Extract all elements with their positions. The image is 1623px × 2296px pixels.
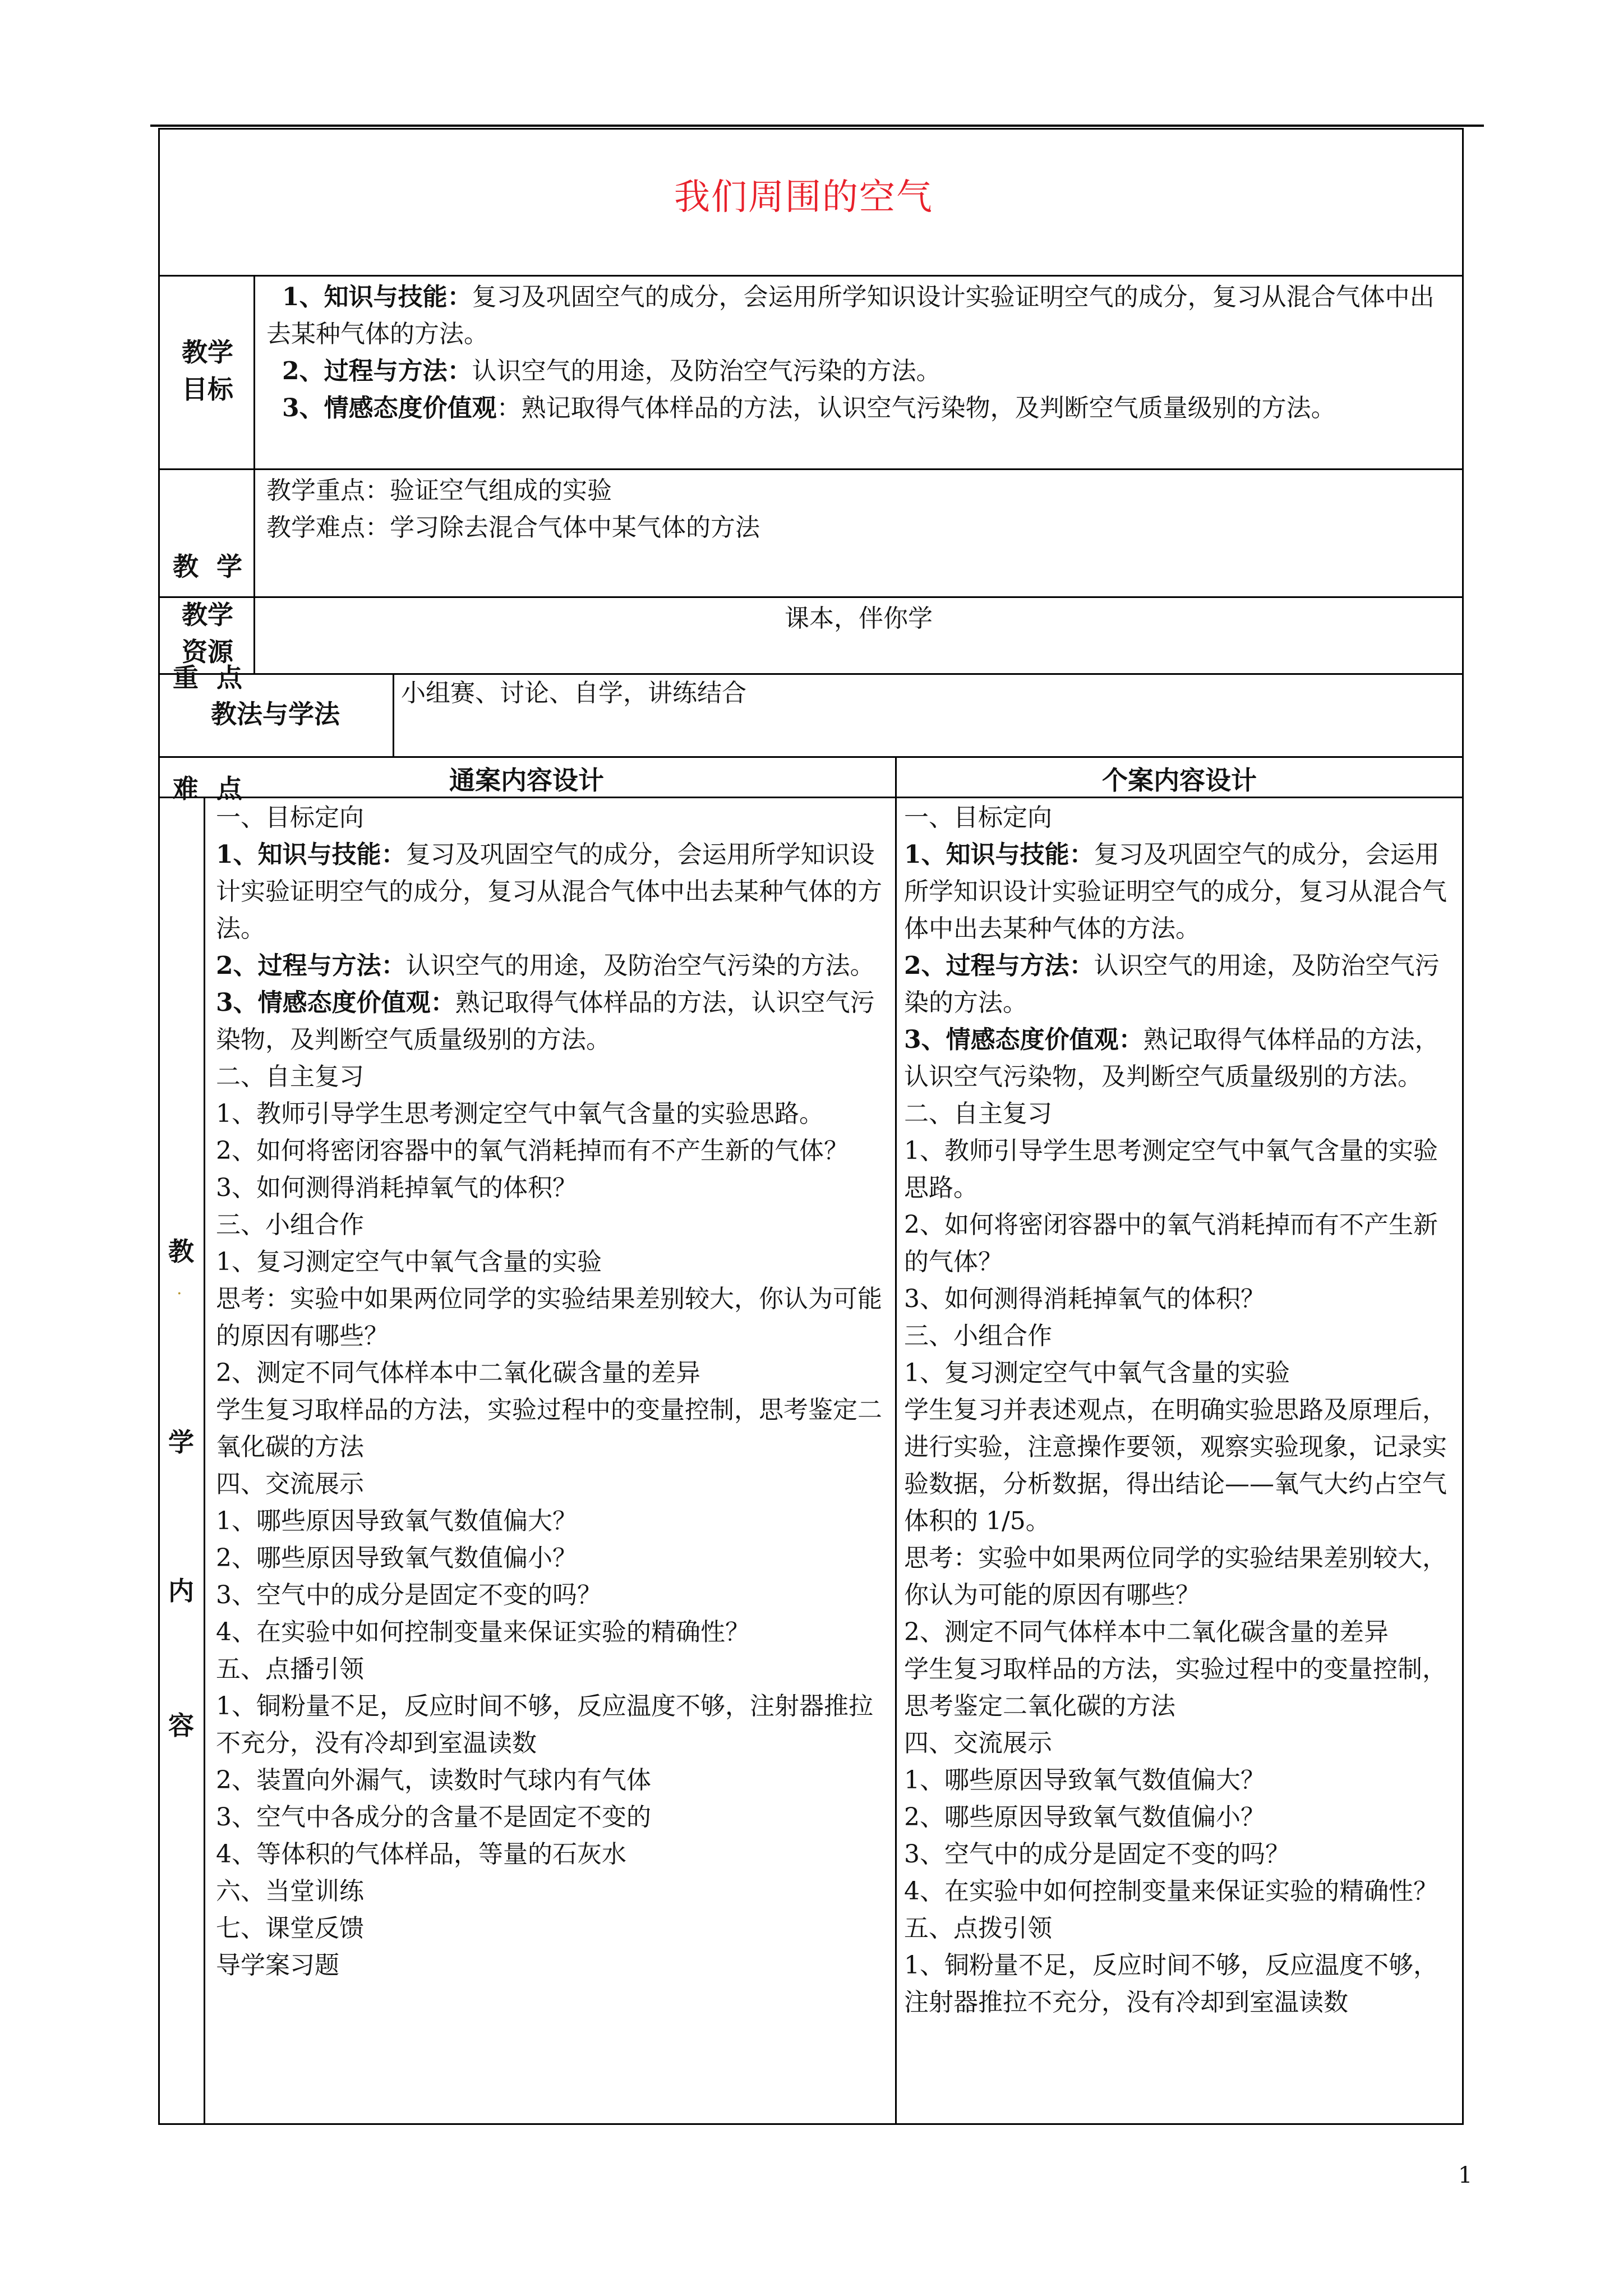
content-line: 3、如何测得消耗掉氧气的体积？ bbox=[904, 1285, 1265, 1313]
content-line: 1、教师引导学生思考测定空气中氧气含量的实验思路。 bbox=[216, 1099, 824, 1128]
common-content bbox=[216, 799, 883, 1984]
column-divider bbox=[393, 673, 394, 756]
content-line: 2、如何将密闭容器中的氧气消耗掉而有不产生新的气体？ bbox=[904, 1211, 1438, 1276]
objectives-content: 1、知识与技能：复习及巩固空气的成分，会运用所学知识设计实验证明空气的成分，复习从混合气体中出去某种气体的方法。 2、过程与方法：认识空气的用途，及防治空气污染的方法。 3、情感态度价值观：熟记取得气体样品的方法，认识空气污染物，及判断空气质量级别的方法。 bbox=[266, 283, 1435, 422]
key-point: 教学重点：验证空气组成的实验 bbox=[266, 476, 612, 505]
page-title: 我们周围的空气 bbox=[674, 177, 933, 218]
content-line: 1、知识与技能：复习及巩固空气的成分，会运用所学知识设计实验证明空气的成分，复习从混合气体中出去某种气体的方法。 bbox=[216, 840, 882, 943]
column-divider bbox=[895, 756, 897, 2125]
content-line: 学生复习取样品的方法，实验过程中的变量控制，思考鉴定二氧化碳的方法 bbox=[904, 1655, 1447, 1720]
objectives-label: 教学 目标 bbox=[182, 337, 233, 404]
content-line: 五、点播引领 bbox=[216, 1655, 364, 1683]
row-divider bbox=[158, 468, 1464, 470]
content-line: 4、等体积的气体样品，等量的石灰水 bbox=[216, 1840, 626, 1869]
content-line: 1、铜粉量不足，反应时间不够，反应温度不够，注射器推拉不充分，没有冷却到室温读数 bbox=[904, 1951, 1438, 2017]
content-line: 思考：实验中如果两位同学的实验结果差别较大，你认为可能的原因有哪些？ bbox=[904, 1544, 1447, 1609]
content-line: 六、当堂训练 bbox=[216, 1877, 364, 1906]
column-divider bbox=[204, 797, 205, 2125]
row-divider bbox=[158, 756, 1464, 758]
content-line: 3、空气中各成分的含量不是固定不变的 bbox=[216, 1803, 651, 1832]
content-line: 思考：实验中如果两位同学的实验结果差别较大，你认为可能的原因有哪些？ bbox=[216, 1285, 882, 1350]
content-line: 1、复习测定空气中氧气含量的实验 bbox=[216, 1248, 602, 1276]
content-line: 4、在实验中如何控制变量来保证实验的精确性？ bbox=[216, 1618, 750, 1646]
content-line: 2、测定不同气体样本中二氧化碳含量的差异 bbox=[216, 1359, 700, 1387]
methods-label: 教法与学法 bbox=[211, 699, 340, 729]
content-line: 4、在实验中如何控制变量来保证实验的精确性？ bbox=[904, 1877, 1438, 1906]
content-line: 七、课堂反馈 bbox=[216, 1914, 364, 1943]
resources-label: 教学 资源 bbox=[182, 600, 233, 667]
content-line: 3、空气中的成分是固定不变的吗？ bbox=[904, 1840, 1290, 1869]
content-line: 3、情感态度价值观：熟记取得气体样品的方法，认识空气污染物，及判断空气质量级别的方法。 bbox=[904, 1025, 1440, 1091]
key-points-content bbox=[266, 472, 1450, 546]
content-line: 一、目标定向 bbox=[216, 803, 364, 832]
content-line: 五、点拨引领 bbox=[904, 1914, 1052, 1943]
content-line: 3、如何测得消耗掉氧气的体积？ bbox=[216, 1174, 577, 1202]
ink-dot: . bbox=[177, 1279, 182, 1299]
side-label-3: 内 bbox=[168, 1576, 194, 1606]
row-divider bbox=[158, 275, 1464, 277]
content-line: 1、知识与技能：复习及巩固空气的成分，会运用所学知识设计实验证明空气的成分，复习从混合气体中出去某种气体的方法。 bbox=[904, 840, 1447, 943]
content-line: 1、复习测定空气中氧气含量的实验 bbox=[904, 1359, 1290, 1387]
content-line: 2、过程与方法：认识空气的用途，及防治空气污染的方法。 bbox=[904, 951, 1440, 1017]
key-points-label: 教 学 重 点 难 点 bbox=[172, 551, 243, 804]
content-line: 三、小组合作 bbox=[904, 1322, 1052, 1350]
page-number: 1 bbox=[1458, 2162, 1473, 2188]
content-line: 2、如何将密闭容器中的氧气消耗掉而有不产生新的气体？ bbox=[216, 1137, 849, 1165]
methods-value: 小组赛、讨论、自学，讲练结合 bbox=[401, 679, 746, 707]
content-line: 学生复习并表述观点，在明确实验思路及原理后，进行实验，注意操作要领，观察实验现象，记录实验数据，分析数据，得出结论——氧气大约占空气体积的 1/5。 bbox=[904, 1396, 1447, 1535]
content-line: 1、哪些原因导致氧气数值偏大？ bbox=[216, 1507, 577, 1535]
content-line: 2、测定不同气体样本中二氧化碳含量的差异 bbox=[904, 1618, 1389, 1646]
individual-design-header: 个案内容设计 bbox=[1102, 765, 1257, 795]
content-line: 2、哪些原因导致氧气数值偏小？ bbox=[216, 1544, 577, 1572]
header-rule bbox=[150, 125, 1484, 127]
content-line: 三、小组合作 bbox=[216, 1211, 364, 1239]
content-line: 四、交流展示 bbox=[216, 1470, 364, 1498]
resources-value: 课本，伴你学 bbox=[785, 604, 933, 633]
content-line: 3、情感态度价值观：熟记取得气体样品的方法，认识空气污染物，及判断空气质量级别的方法。 bbox=[216, 988, 875, 1054]
content-line: 1、铜粉量不足，反应时间不够，反应温度不够，注射器推拉不充分，没有冷却到室温读数 bbox=[216, 1692, 873, 1757]
common-design-header: 通案内容设计 bbox=[449, 765, 604, 795]
content-line: 导学案习题 bbox=[216, 1951, 339, 1980]
content-line: 四、交流展示 bbox=[904, 1729, 1052, 1757]
side-label-1: 教 bbox=[168, 1236, 194, 1267]
content-line: 学生复习取样品的方法，实验过程中的变量控制，思考鉴定二氧化碳的方法 bbox=[216, 1396, 882, 1461]
side-label-2: 学 bbox=[168, 1427, 194, 1457]
content-line: 3、空气中的成分是固定不变的吗？ bbox=[216, 1581, 602, 1609]
content-line: 一、目标定向 bbox=[904, 803, 1052, 832]
content-line: 2、装置向外漏气，读数时气球内有气体 bbox=[216, 1766, 651, 1795]
row-divider bbox=[158, 596, 1464, 598]
content-line: 二、自主复习 bbox=[216, 1062, 364, 1091]
difficulty-point: 教学难点：学习除去混合气体中某气体的方法 bbox=[266, 513, 760, 542]
content-line: 2、哪些原因导致氧气数值偏小？ bbox=[904, 1803, 1265, 1832]
content-line: 2、过程与方法：认识空气的用途，及防治空气污染的方法。 bbox=[216, 951, 875, 980]
individual-content bbox=[904, 799, 1456, 2021]
side-label-4: 容 bbox=[168, 1710, 194, 1741]
content-line: 二、自主复习 bbox=[904, 1099, 1052, 1128]
content-line: 1、教师引导学生思考测定空气中氧气含量的实验思路。 bbox=[904, 1137, 1438, 1202]
content-line: 1、哪些原因导致氧气数值偏大？ bbox=[904, 1766, 1265, 1795]
